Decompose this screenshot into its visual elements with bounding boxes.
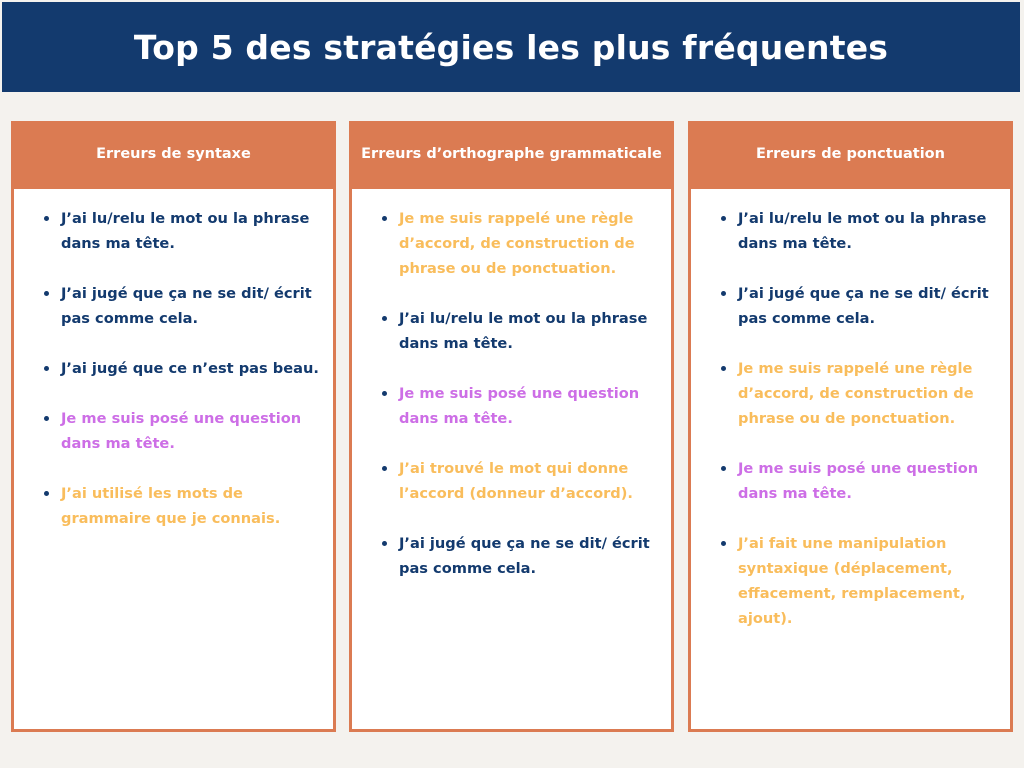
list-item: J’ai fait une manipulation syntaxique (déplacement, effacement, remplacement, ajout). <box>738 531 1008 631</box>
column-heading: Erreurs de syntaxe <box>11 121 336 186</box>
header-banner <box>2 2 1020 92</box>
list-item: J’ai trouvé le mot qui donne l’accord (donneur d’accord). <box>399 456 669 506</box>
list-item: Je me suis posé une question dans ma tête. <box>399 381 669 431</box>
list-item: Je me suis posé une question dans ma tête. <box>738 456 1008 506</box>
list-item: Je me suis posé une question dans ma tête. <box>61 406 331 456</box>
list-item: J’ai jugé que ça ne se dit/ écrit pas comme cela. <box>738 281 1008 331</box>
list-item: J’ai jugé que ça ne se dit/ écrit pas comme cela. <box>61 281 331 331</box>
list-item: J’ai lu/relu le mot ou la phrase dans ma tête. <box>61 206 331 256</box>
list-item: J’ai jugé que ce n’est pas beau. <box>61 356 331 381</box>
column-body <box>349 186 674 732</box>
list-item: J’ai lu/relu le mot ou la phrase dans ma tête. <box>738 206 1008 256</box>
list-item: J’ai jugé que ça ne se dit/ écrit pas comme cela. <box>399 531 669 581</box>
column-ponctuation <box>688 121 1013 732</box>
strategy-list <box>738 206 1008 656</box>
column-syntaxe <box>11 121 336 732</box>
list-item: Je me suis rappelé une règle d’accord, de construction de phrase ou de ponctuation. <box>399 206 669 281</box>
list-item: J’ai lu/relu le mot ou la phrase dans ma tête. <box>399 306 669 356</box>
strategy-list <box>61 206 331 556</box>
column-orthographe <box>349 121 674 732</box>
column-body <box>688 186 1013 732</box>
list-item: Je me suis rappelé une règle d’accord, de construction de phrase ou de ponctuation. <box>738 356 1008 431</box>
column-heading: Erreurs d’orthographe grammaticale <box>349 121 674 186</box>
page-title: Top 5 des stratégies les plus fréquentes <box>133 27 889 67</box>
strategy-list <box>399 206 669 606</box>
column-body <box>11 186 336 732</box>
column-heading: Erreurs de ponctuation <box>688 121 1013 186</box>
list-item: J’ai utilisé les mots de grammaire que je connais. <box>61 481 331 531</box>
